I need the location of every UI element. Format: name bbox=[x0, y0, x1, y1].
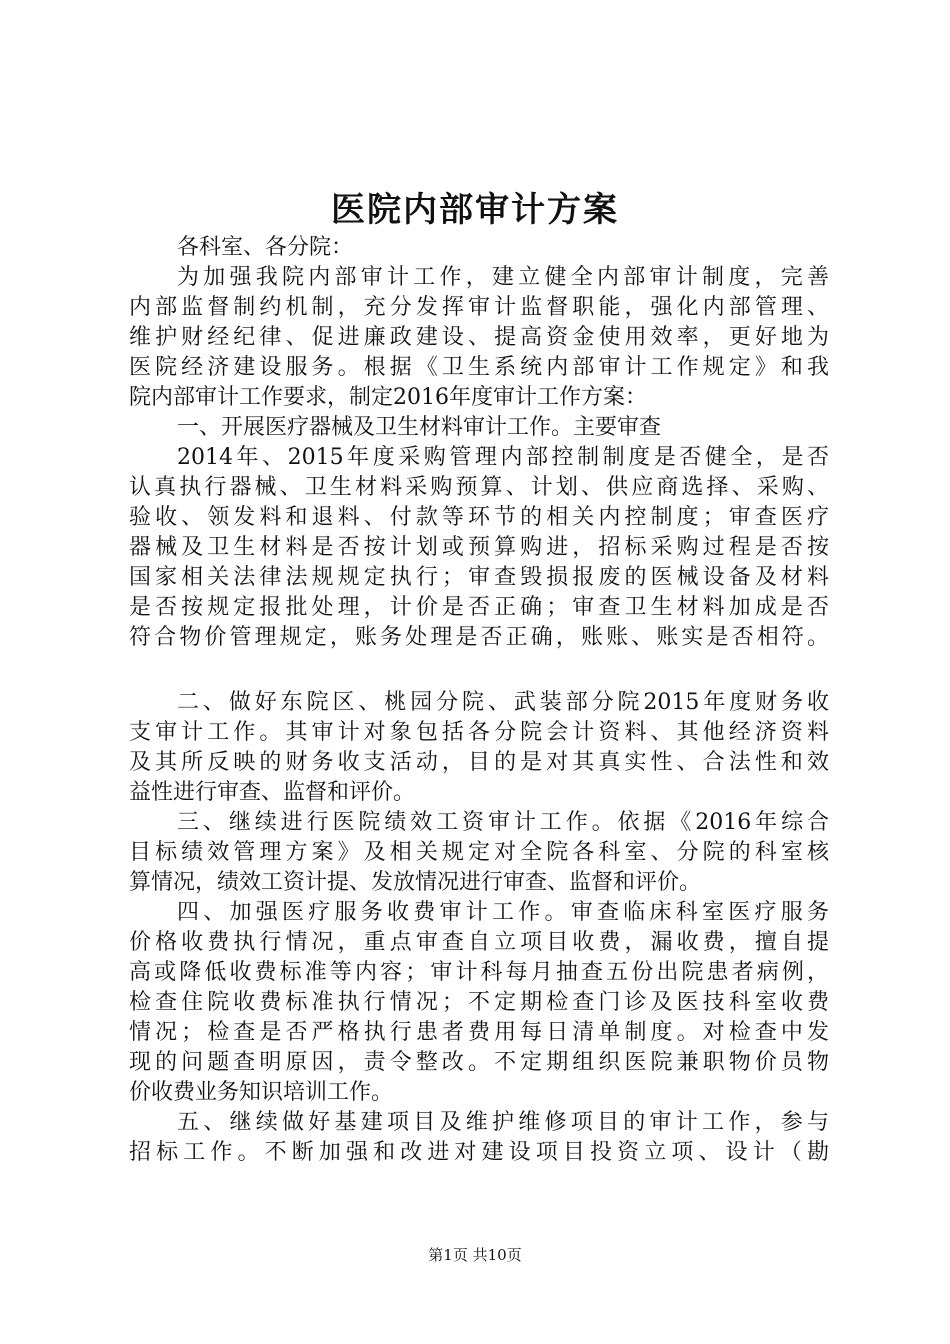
section4-line: 情况；检查是否严格执行患者费用每日清单制度。对检查中发 bbox=[129, 1020, 829, 1045]
paragraph-gap bbox=[129, 653, 829, 688]
intro-line: 内部监督制约机制，充分发挥审计监督职能，强化内部管理、 bbox=[129, 295, 829, 320]
section4-line: 价格收费执行情况，重点审查自立项目收费，漏收费，擅自提 bbox=[129, 930, 829, 955]
page-footer: 第1页 共10页 bbox=[428, 1246, 522, 1264]
section1-line: 认真执行器械、卫生材料采购预算、计划、供应商选择、采购、 bbox=[129, 475, 829, 500]
document-body bbox=[129, 233, 829, 1168]
section1-line: 符合物价管理规定，账务处理是否正确，账账、账实是否相符。 bbox=[129, 625, 829, 650]
section2-line: 及其所反映的财务收支活动，目的是对其真实性、合法性和效 bbox=[129, 750, 829, 775]
section4-line: 四、加强医疗服务收费审计工作。审查临床科室医疗服务 bbox=[177, 900, 829, 925]
document-title: 医院内部审计方案 bbox=[331, 190, 619, 230]
section1-line: 2014年、2015年度采购管理内部控制制度是否健全，是否 bbox=[177, 445, 829, 470]
section4-line: 高或降低收费标准等内容；审计科每月抽查五份出院患者病例， bbox=[129, 960, 829, 985]
section1-line: 器械及卫生材料是否按计划或预算购进，招标采购过程是否按 bbox=[129, 535, 829, 560]
section5-line: 招标工作。不断加强和改进对建设项目投资立项、设计（勘 bbox=[129, 1140, 829, 1165]
section4-line: 现的问题查明原因，责令整改。不定期组织医院兼职物价员物 bbox=[129, 1050, 829, 1075]
section4-line: 检查住院收费标准执行情况；不定期检查门诊及医技科室收费 bbox=[129, 990, 829, 1015]
section2-line: 二、做好东院区、桃园分院、武装部分院2015年度财务收 bbox=[177, 690, 829, 715]
section3-line: 三、继续进行医院绩效工资审计工作。依据《2016年综合 bbox=[177, 810, 829, 835]
section2-line: 支审计工作。其审计对象包括各分院会计资料、其他经济资料 bbox=[129, 720, 829, 745]
section3-line: 算情况，绩效工资计提、发放情况进行审查、监督和评价。 bbox=[129, 870, 702, 895]
intro-line: 维护财经纪律、促进廉政建设、提高资金使用效率，更好地为 bbox=[129, 325, 829, 350]
intro-line: 为加强我院内部审计工作，建立健全内部审计制度，完善 bbox=[177, 265, 829, 290]
section1-line: 是否按规定报批处理，计价是否正确；审查卫生材料加成是否 bbox=[129, 595, 829, 620]
section4-line: 价收费业务知识培训工作。 bbox=[129, 1080, 394, 1105]
section5-line: 五、继续做好基建项目及维护维修项目的审计工作，参与 bbox=[177, 1110, 829, 1135]
section3-line: 目标绩效管理方案》及相关规定对全院各科室、分院的科室核 bbox=[129, 840, 829, 865]
intro-line: 院内部审计工作要求，制定2016年度审计工作方案： bbox=[129, 385, 647, 410]
section1-line: 国家相关法律法规规定执行；审查毁损报废的医械设备及材料 bbox=[129, 565, 829, 590]
section1-line: 验收、领发料和退料、付款等环节的相关内控制度；审查医疗 bbox=[129, 505, 829, 530]
section2-line: 益性进行审查、监督和评价。 bbox=[129, 780, 416, 805]
salutation: 各科室、各分院： bbox=[177, 235, 354, 260]
section1-heading: 一、开展医疗器械及卫生材料审计工作。主要审查 bbox=[177, 415, 662, 440]
intro-line: 医院经济建设服务。根据《卫生系统内部审计工作规定》和我 bbox=[129, 355, 829, 380]
